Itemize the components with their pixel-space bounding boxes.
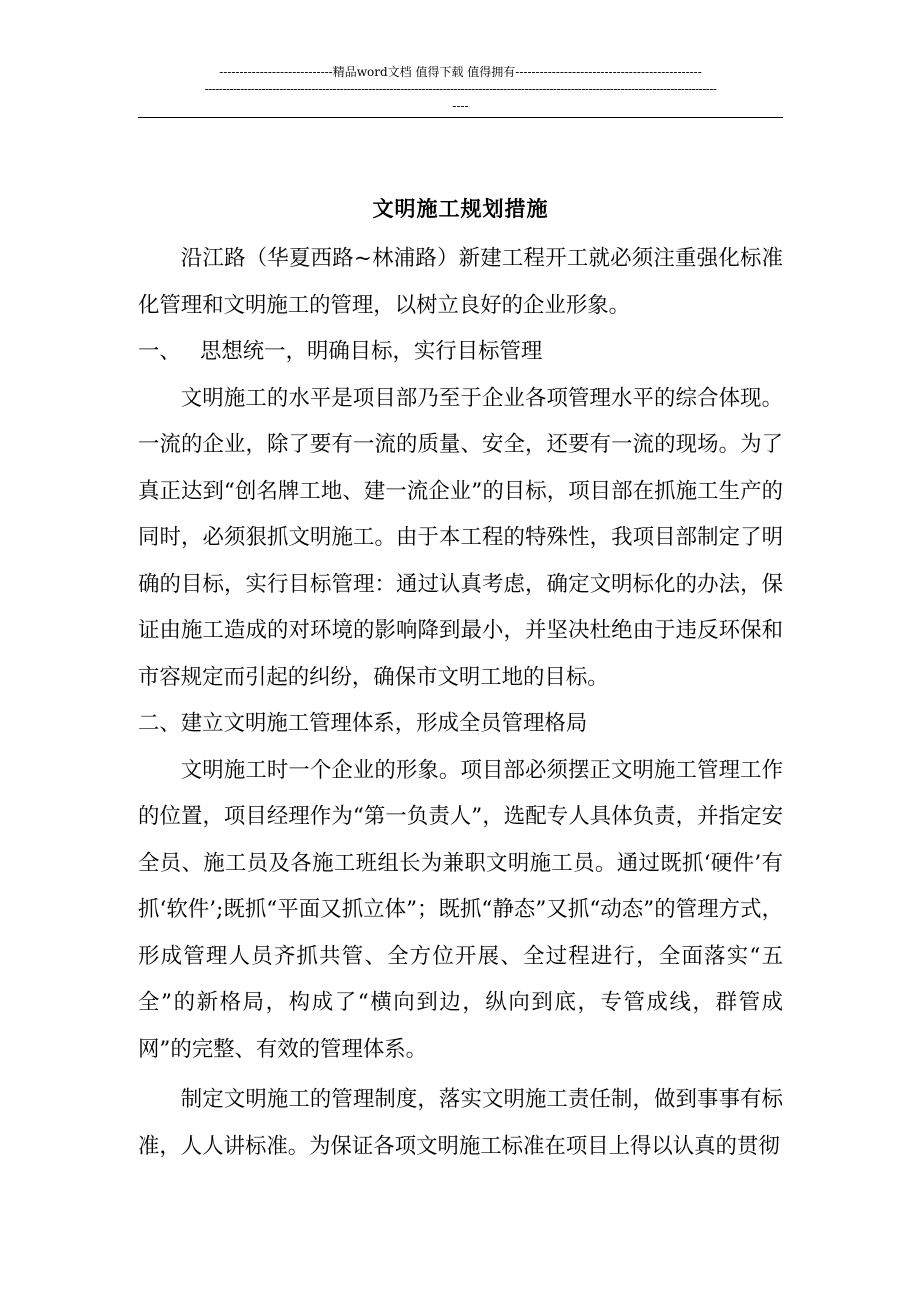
page-header (138, 64, 783, 115)
section-2-paragraph-2: 制定文明施工的管理制度，落实文明施工责任制，做到事事有标准，人人讲标准。为保证各项文明施工标准在项目上得以认真的贯彻 (138, 1087, 783, 1159)
document-title: 文明施工规划措施 (372, 196, 549, 221)
section-heading-1-number: 一、 (138, 339, 181, 364)
section-heading-2: 二、建立文明施工管理体系，形成全员管理格局 (138, 711, 588, 736)
header-line-2: ------------------------------------------------------------------------------------------------------------------------------------------------ (204, 82, 717, 96)
section-1-paragraph: 文明施工的水平是项目部乃至于企业各项管理水平的综合体现。一流的企业，除了要有一流的质量、安全，还要有一流的现场。为了真正达到“创名牌工地、建一流企业”的目标，项目部在抓施工生产的同时，必须狠抓文明施工。由于本工程的特殊性，我项目部制定了明确的目标，实行目标管理：通过认真考虑，确定文明标化的办法，保证由施工造成的对环境的影响降到最小，并坚决杜绝由于违反环保和市容规定而引起的纠纷，确保市文明工地的目标。 (138, 385, 783, 690)
section-2-paragraph: 文明施工时一个企业的形象。项目部必须摆正文明施工管理工作的位置，项目经理作为“第一负责人”，选配专人具体负责，并指定安全员、施工员及各施工班组长为兼职文明施工员。通过既抓‘硬件’有抓‘软件’;既抓“平面又抓立体”；既抓“静态”又抓“动态”的管理方式，形成管理人员齐抓共管、全方位开展、全过程进行，全面落实“五全”的新格局，构成了“横向到边，纵向到底，专管成线，群管成网”的完整、有效的管理体系。 (138, 757, 783, 1062)
intro-paragraph: 沿江路（华夏西路~林浦路）新建工程开工就必须注重强化标准化管理和文明施工的管理，以树立良好的企业形象。 (138, 246, 783, 318)
section-heading-1-text: 思想统一，明确目标，实行目标管理 (200, 339, 543, 364)
document-body (138, 236, 783, 1170)
section-heading-1 (138, 329, 783, 376)
header-divider (138, 117, 783, 118)
header-line-1: ----------------------------精品word文档 值得下载 值得拥有---------------------------------------------- (219, 65, 702, 79)
header-line-3: ---- (452, 99, 469, 113)
